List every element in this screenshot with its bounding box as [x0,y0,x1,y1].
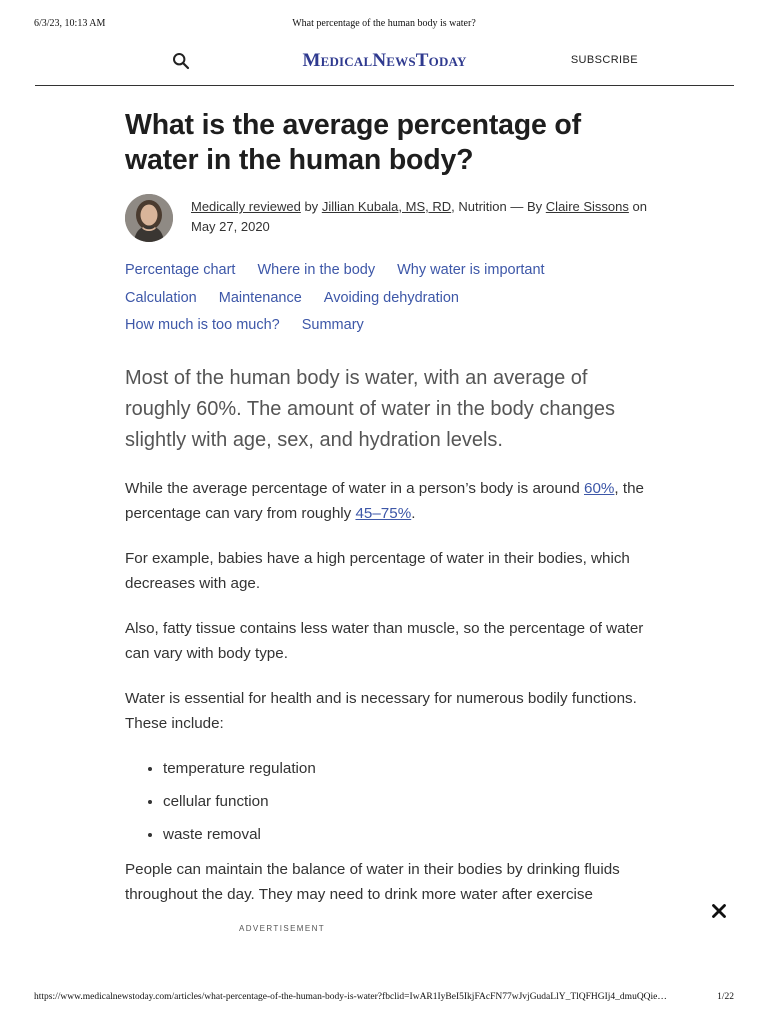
close-icon[interactable] [711,903,727,919]
p1-text-before: While the average percentage of water in a person’s body is around [125,479,584,497]
toc-avoiding-dehydration[interactable]: Avoiding dehydration [323,289,459,306]
subscribe-button[interactable]: SUBSCRIBE [570,54,638,66]
toc-why-water-is-important[interactable]: Why water is important [397,262,545,278]
article [125,108,650,907]
author-link[interactable]: Claire Sissons [545,199,629,214]
paragraph-balance: People can maintain the balance of water in their bodies by drinking fluids throughout the day. They may need to drink more water after exercise [125,860,620,903]
toc-how-much-is-too-much[interactable]: How much is too much? [125,317,280,333]
publish-date: May 27, 2020 [191,219,270,234]
byline-reviewer-suffix: , Nutrition — By [451,199,543,214]
paragraph-babies: For example, babies have a high percentage of water in their bodies, which decreases with age. [125,549,630,592]
link-60-percent[interactable]: 60% [584,479,615,497]
byline-by: by [304,199,319,214]
link-45-75-percent[interactable]: 45–75% [355,504,412,522]
toc-maintenance[interactable]: Maintenance [218,289,302,306]
paragraph-functions: Water is essential for health and is necessary for numerous bodily functions. These include: [125,689,637,732]
paragraph-percentage [125,476,650,526]
reviewer-avatar [125,194,173,242]
print-page-title: What percentage of the human body is water? [292,18,476,29]
print-page-number: 1/22 [717,992,734,1002]
toc-summary[interactable]: Summary [301,317,364,333]
advertisement-label: ADVERTISEMENT [239,924,326,933]
paragraph-fatty-tissue: Also, fatty tissue contains less water than muscle, so the percentage of water can vary with body type. [125,619,644,662]
reviewer-link[interactable]: Jillian Kubala, MS, RD [321,199,452,214]
print-datetime: 6/3/23, 10:13 AM [34,18,106,29]
article-title: What is the average percentage of water in the human body? [125,109,581,176]
byline-text [191,197,651,237]
p1-text-after: . [411,504,416,522]
functions-list [125,756,650,847]
toc-calculation[interactable]: Calculation [125,289,197,306]
list-item: • temperature regulation [163,756,650,781]
lead-paragraph: Most of the human body is water, with an average of roughly 60%. The amount of water in the body changes slightly with age, sex, and hydration levels. [125,366,615,451]
byline [125,194,650,244]
table-of-contents [125,261,595,336]
site-header [35,44,734,86]
p1-text-middle: , the percentage can vary from roughly [125,479,644,522]
toc-where-in-the-body[interactable]: Where in the body [257,262,376,278]
byline-on: on [632,199,647,214]
list-item: • cellular function [163,789,650,814]
print-url: https://www.medicalnewstoday.com/articles/what-percentage-of-the-human-body-is-water?fbclid=IwAR1IyBeI5IkjFAcFN77wJvjGudaLlY_TlQFHGIj4_dmuQQie… [34,992,667,1002]
medically-reviewed-link[interactable]: Medically reviewed [191,199,301,214]
site-logo[interactable]: MedicalNewsToday [302,50,467,71]
list-item: • waste removal [163,822,650,847]
toc-percentage-chart[interactable]: Percentage chart [125,262,236,278]
